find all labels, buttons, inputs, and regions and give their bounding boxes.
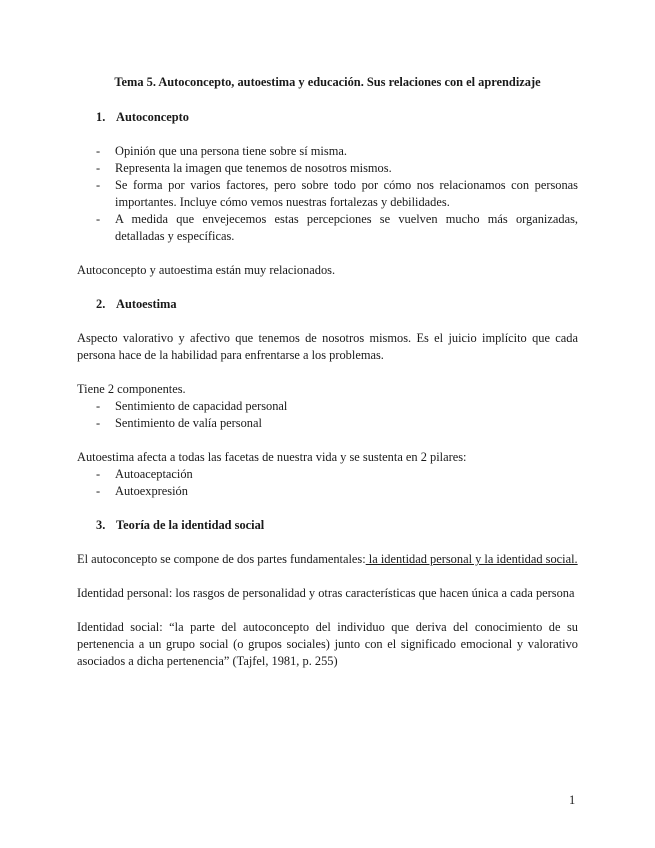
section-number: 1. [96,110,106,124]
list-item [77,143,578,160]
section-number: 2. [96,297,106,311]
list-item-text: Autoexpresión [115,484,188,498]
paragraph [77,551,578,568]
list-item [77,466,578,483]
underlined-text: la identidad personal y la identidad social. [365,552,578,566]
dash-bullet: - [96,178,101,192]
list-item [77,177,578,211]
section-title: Autoconcepto [116,110,189,124]
dash-bullet: - [96,399,101,413]
section-title: Teoría de la identidad social [116,518,265,532]
paragraph: Identidad social: “la parte del autoconcepto del individuo que deriva del conocimiento de su pertenencia a un grupo social (o grupos sociales) junto con el significado emocional y valorativo asociados a dicha pertenencia” (Tajfel, 1981, p. 255) [77,620,578,668]
paragraph: Autoestima afecta a todas las facetas de nuestra vida y se sustenta en 2 pilares: [77,450,467,464]
dash-bullet: - [96,416,101,430]
autoconcepto-list [77,143,578,245]
list-item [77,398,578,415]
page-number: 1 [569,793,576,807]
dash-bullet: - [96,161,101,175]
list-item-text: Representa la imagen que tenemos de nosotros mismos. [115,161,392,175]
list-item-text: A medida que envejecemos estas percepciones se vuelven mucho más organizadas, detalladas y específicas. [115,212,578,243]
list-item-text: Sentimiento de valía personal [115,416,262,430]
list-item [77,415,578,432]
dash-bullet: - [96,467,101,481]
paragraph: Identidad personal: los rasgos de personalidad y otras características que hacen única a cada persona [77,586,575,600]
section-number: 3. [96,518,106,532]
list-item [77,211,578,245]
section-heading-autoestima [77,296,578,313]
pillars-list [77,466,578,500]
paragraph: Tiene 2 componentes. [77,382,186,396]
section-title: Autoestima [116,297,177,311]
document-title: Tema 5. Autoconcepto, autoestima y educación. Sus relaciones con el aprendizaje [114,75,541,89]
list-item-text: Se forma por varios factores, pero sobre todo por cómo nos relacionamos con personas importantes. Incluye cómo vemos nuestras fortalezas y debilidades. [115,178,578,209]
list-item [77,160,578,177]
components-list [77,398,578,432]
dash-bullet: - [96,484,101,498]
list-item-text: Sentimiento de capacidad personal [115,399,288,413]
list-item-text: Autoaceptación [115,467,193,481]
dash-bullet: - [96,212,101,226]
paragraph: Aspecto valorativo y afectivo que tenemos de nosotros mismos. Es el juicio implícito que cada persona hace de la habilidad para enfrentarse a los problemas. [77,331,578,362]
list-item-text: Opinión que una persona tiene sobre sí misma. [115,144,347,158]
section-heading-autoconcepto [77,109,578,126]
dash-bullet: - [96,144,101,158]
paragraph: Autoconcepto y autoestima están muy relacionados. [77,263,336,277]
paragraph-text: El autoconcepto se compone de dos partes fundamentales: [77,552,366,566]
document-page [77,74,578,687]
section-heading-identidad-social [77,517,578,534]
list-item [77,483,578,500]
